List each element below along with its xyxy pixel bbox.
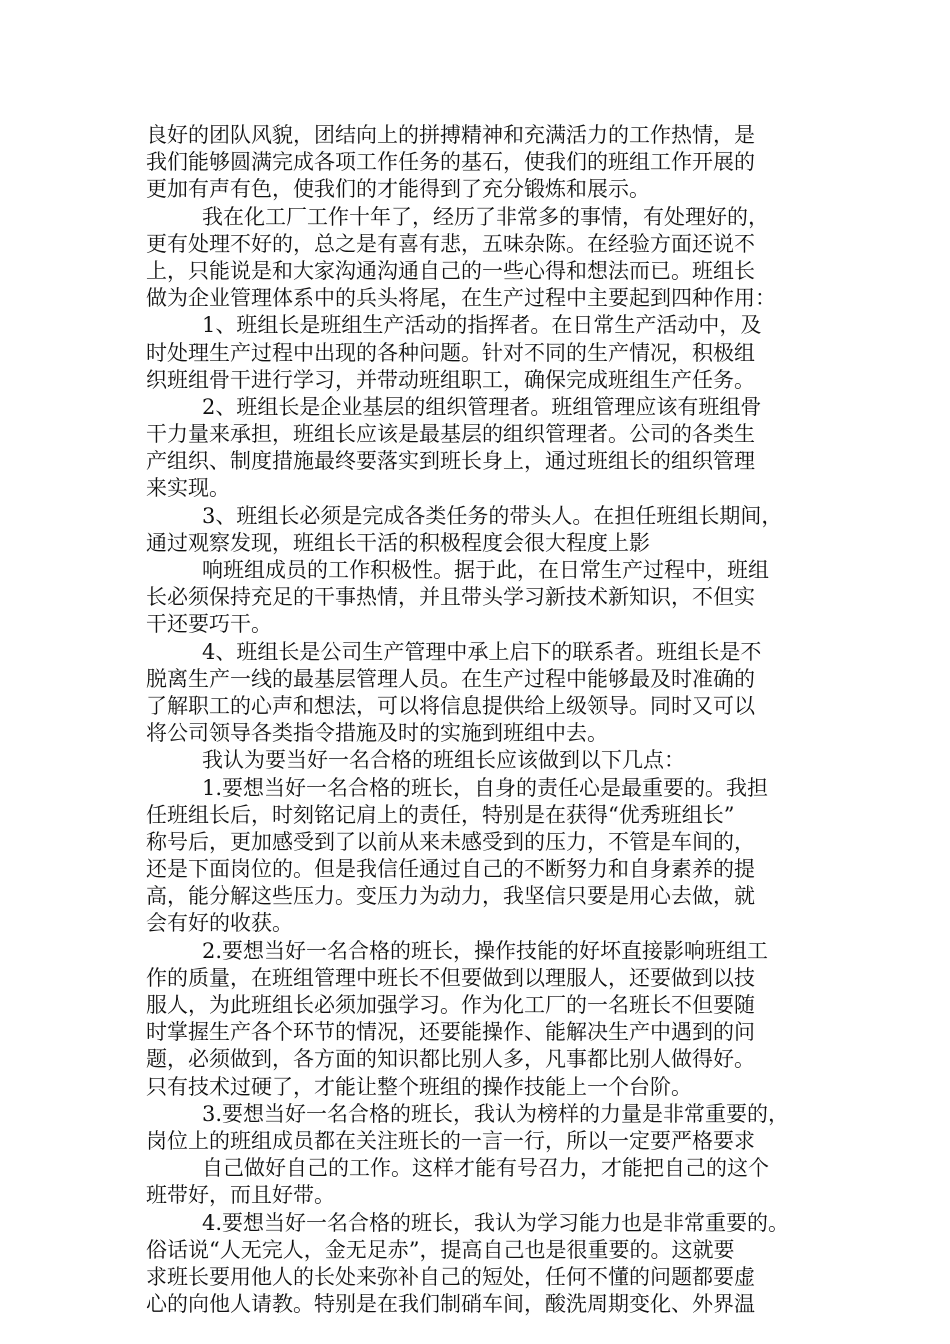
- text-line: 班带好，而且好带。: [146, 1183, 335, 1208]
- text-line: 产组织、制度措施最终要落实到班长身上，通过班组长的组织管理: [146, 449, 755, 474]
- text-line: 服人，为此班组长必须加强学习。作为化工厂的一名班长不但要随: [146, 993, 755, 1017]
- text-line: 我们能够圆满完成各项工作任务的基石，使我们的班组工作开展的: [146, 150, 755, 175]
- text-line: 2.要想当好一名合格的班长，操作技能的好坏直接影响班组工: [202, 938, 769, 963]
- text-line: 作的质量，在班组管理中班长不但要做到以理服人，还要做到以技: [146, 965, 755, 990]
- text-line: 脱离生产一线的最基层管理人员。在生产过程中能够最及时准确的: [146, 666, 755, 691]
- text-line: 良好的团队风貌，团结向上的拼搏精神和充满活力的工作热情，是: [146, 123, 755, 147]
- text-line: 通过观察发现，班组长干活的积极程度会很大程度上影: [146, 530, 650, 555]
- text-line: 干还要巧干。: [146, 612, 272, 637]
- text-line: 织班组骨干进行学习，并带动班组职工，确保完成班组生产任务。: [146, 367, 755, 392]
- text-line: 干力量来承担，班组长应该是最基层的组织管理者。公司的各类生: [146, 422, 755, 447]
- text-line: 上，只能说是和大家沟通沟通自己的一些心得和想法而已。班组长: [146, 258, 755, 283]
- text-line: 任班组长后，时刻铭记肩上的责任，特别是在获得“优秀班组长”: [146, 802, 735, 827]
- text-line: 我认为要当好一名合格的班组长应该做到以下几点：: [202, 748, 685, 773]
- text-line: 称号后，更加感受到了以前从来未感受到的压力，不管是车间的，: [146, 829, 755, 854]
- text-line: 还是下面岗位的。但是我信任通过自己的不断努力和自身素养的提: [146, 857, 755, 882]
- text-line: 来实现。: [146, 476, 230, 501]
- text-line: 只有技术过硬了，才能让整个班组的操作技能上一个台阶。: [146, 1074, 692, 1099]
- text-line: 做为企业管理体系中的兵头将尾，在生产过程中主要起到四种作用：: [146, 286, 776, 311]
- text-line: 更加有声有色，使我们的才能得到了充分锻炼和展示。: [146, 177, 650, 202]
- text-line: 3.要想当好一名合格的班长，我认为榜样的力量是非常重要的，: [202, 1101, 790, 1126]
- text-line: 了解职工的心声和想法，可以将信息提供给上级领导。同时又可以: [146, 693, 755, 718]
- text-line: 时处理生产过程中出现的各种问题。针对不同的生产情况，积极组: [146, 340, 755, 365]
- text-line: 响班组成员的工作积极性。据于此，在日常生产过程中，班组: [202, 558, 769, 582]
- text-line: 岗位上的班组成员都在关注班长的一言一行，所以一定要严格要求: [146, 1128, 755, 1153]
- text-line: 1.要想当好一名合格的班长，自身的责任心是最重要的。我担: [202, 775, 769, 800]
- text-line: 心的向他人请教。特别是在我们制硝车间，酸洗周期变化、外界温: [146, 1292, 755, 1317]
- text-line: 3、班组长必须是完成各类任务的带头人。在担任班组长期间，: [202, 503, 783, 528]
- text-line: 2、班组长是企业基层的组织管理者。班组管理应该有班组骨: [202, 394, 762, 419]
- text-line: 时掌握生产各个环节的情况，还要能操作、能解决生产中遇到的问: [146, 1020, 755, 1045]
- text-line: 自己做好自己的工作。这样才能有号召力，才能把自己的这个: [202, 1156, 769, 1181]
- text-line: 4.要想当好一名合格的班长，我认为学习能力也是非常重要的。: [202, 1210, 790, 1235]
- text-line: 更有处理不好的，总之是有喜有悲，五味杂陈。在经验方面还说不: [146, 231, 755, 256]
- text-line: 1、班组长是班组生产活动的指挥者。在日常生产活动中，及: [202, 313, 762, 338]
- text-line: 俗话说“人无完人，金无足赤”，提高自己也是很重要的。这就要: [146, 1237, 735, 1262]
- text-line: 高，能分解这些压力。变压力为动力，我坚信只要是用心去做，就: [146, 884, 755, 909]
- text-line: 将公司领导各类指令措施及时的实施到班组中去。: [146, 721, 608, 746]
- text-line: 我在化工厂工作十年了，经历了非常多的事情，有处理好的，: [202, 204, 769, 229]
- text-line: 长必须保持充足的干事热情，并且带头学习新技术新知识，不但实: [146, 585, 755, 610]
- text-line: 会有好的收获。: [146, 911, 293, 936]
- text-line: 求班长要用他人的长处来弥补自己的短处，任何不懂的问题都要虚: [146, 1264, 755, 1289]
- text-line: 题，必须做到，各方面的知识都比别人多，凡事都比别人做得好。: [146, 1047, 755, 1072]
- text-line: 4、班组长是公司生产管理中承上启下的联系者。班组长是不: [202, 639, 762, 664]
- document-body: [146, 122, 826, 1318]
